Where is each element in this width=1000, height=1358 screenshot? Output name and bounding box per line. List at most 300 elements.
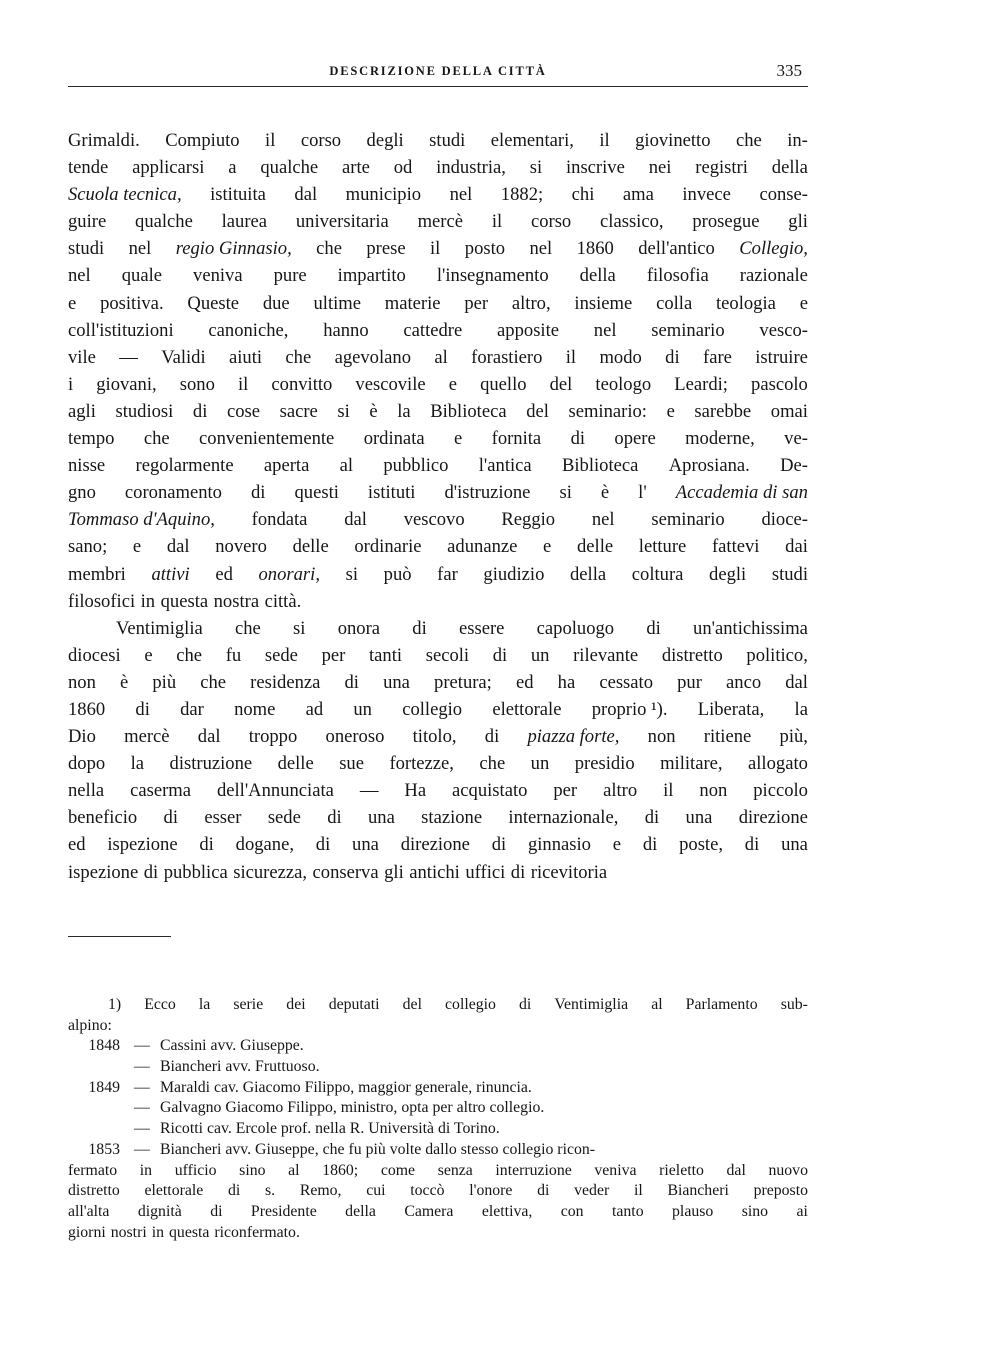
word: convitto (271, 373, 333, 395)
word: 1) (108, 996, 122, 1013)
word: tempo (68, 428, 115, 450)
word: ed (515, 671, 534, 693)
word: dioce- (761, 509, 808, 531)
text-line (68, 615, 808, 642)
entry-year: 1849 (88, 1078, 120, 1096)
word: l'onore (469, 1182, 513, 1200)
footnote-line (68, 1202, 808, 1223)
word: si (337, 400, 350, 422)
word: gli (788, 211, 808, 233)
word: Presidente (250, 1202, 317, 1220)
word: ispezione (68, 861, 139, 883)
deputy-entry (68, 1140, 808, 1161)
word: nel (128, 238, 152, 260)
paragraph (68, 127, 808, 615)
word: pascolo (751, 373, 808, 395)
word: teologia (716, 292, 776, 314)
text-line (68, 506, 808, 533)
word: Liberata, (697, 698, 765, 720)
word: regio Ginnasio, (175, 238, 292, 260)
word: elettiva, (481, 1202, 533, 1220)
word: sono (179, 373, 215, 395)
word: 1860; (322, 1161, 359, 1179)
word: del (526, 400, 549, 422)
word: un (353, 698, 372, 720)
word: s. (265, 1182, 276, 1200)
word: Biancheri (667, 1182, 729, 1200)
word: studiosi (115, 400, 174, 422)
word: istituti (367, 482, 416, 504)
word: è (120, 671, 129, 693)
word: sarebbe (694, 400, 752, 422)
word: mercè (124, 726, 170, 748)
word: quello (480, 373, 527, 395)
word: pure (273, 265, 307, 287)
word: nel (449, 184, 473, 206)
word: sue (339, 753, 364, 775)
word: far (437, 563, 458, 585)
word: ed (68, 834, 86, 856)
word: sicurezza, (233, 861, 308, 883)
word: nostra (213, 590, 260, 612)
word: in- (787, 130, 808, 151)
footnote-rule (68, 936, 171, 937)
entry-year (68, 1098, 134, 1119)
word: e (612, 834, 622, 856)
word: preposto (753, 1182, 808, 1200)
word: non (647, 726, 676, 748)
word: la (130, 753, 145, 775)
word: mercè (417, 211, 464, 233)
text-line (68, 154, 808, 181)
word: — (359, 780, 379, 802)
word: onorari, (258, 563, 320, 585)
word: sacre (279, 400, 318, 422)
text-line (68, 831, 808, 858)
word: ritiene (703, 726, 752, 748)
word: si (293, 617, 306, 639)
deputy-entry (68, 1098, 808, 1119)
word: dar (180, 698, 204, 720)
word: che (235, 617, 261, 639)
word: acquistato (452, 780, 528, 802)
word: ed (215, 563, 233, 585)
word: ha (557, 671, 576, 693)
word: di (315, 834, 331, 856)
word: di (251, 482, 266, 504)
entry-text: Ricotti cav. Ercole prof. nella R. Università di Torino. (160, 1120, 500, 1138)
word: dal (197, 726, 221, 748)
word: degli (366, 130, 404, 151)
word: politico, (746, 644, 808, 666)
word: uffici (465, 861, 506, 883)
word: studi (429, 130, 466, 151)
word: serie (233, 996, 264, 1013)
word: seminario: (568, 400, 647, 422)
word: altro (603, 780, 638, 802)
word: elementari, (490, 130, 574, 151)
entry-year: 1853 (88, 1140, 120, 1158)
word: di (344, 671, 359, 693)
word: l'antica (478, 455, 532, 477)
word: forastiero (471, 346, 543, 368)
word: Validi (161, 346, 206, 368)
word: al (339, 455, 354, 477)
word: in (139, 1161, 153, 1179)
word: ve- (784, 428, 808, 450)
word: applicarsi (132, 157, 205, 179)
entry-text: Biancheri avv. Giuseppe, che fu più volte dallo stesso collegio ricon- (160, 1140, 596, 1158)
word: teologo (595, 373, 652, 395)
text-line (68, 669, 808, 696)
word: plauso (672, 1202, 714, 1220)
word: a (228, 157, 237, 179)
word: Ha (404, 780, 427, 802)
word: posto (464, 238, 506, 260)
word: l' (638, 482, 647, 504)
word: tanto (612, 1202, 644, 1220)
word: di (491, 834, 507, 856)
text-line (68, 262, 808, 289)
word: industria, (436, 157, 506, 179)
word: per (321, 644, 346, 666)
word: al (651, 996, 663, 1013)
word: più, (779, 726, 808, 748)
text-line (68, 425, 808, 452)
word: giorni (68, 1223, 106, 1241)
word: di (227, 1182, 241, 1200)
word: tende (68, 157, 109, 179)
word: modo (599, 346, 642, 368)
word: e (666, 400, 675, 422)
main-text (68, 127, 808, 886)
word: piazza forte, (527, 726, 620, 748)
word: corso (300, 130, 342, 151)
text-line (68, 208, 808, 235)
word: razionale (739, 265, 808, 287)
word: cessato (599, 671, 654, 693)
word: seminario (651, 509, 725, 531)
word: non (68, 671, 96, 693)
word: studi (68, 238, 105, 260)
entry-text: Cassini avv. Giuseppe. (160, 1037, 304, 1055)
word: dal (294, 184, 318, 206)
word: questi (294, 482, 339, 504)
word: ordinarie (354, 536, 422, 558)
word: distruzione (169, 753, 253, 775)
word: coronamento (124, 482, 222, 504)
word: prosegue (692, 211, 760, 233)
word: antichi (409, 861, 460, 883)
word: di (412, 617, 427, 639)
word: cui (366, 1182, 386, 1200)
word: e (799, 292, 808, 314)
word: adunanze (447, 536, 518, 558)
page-header (68, 60, 808, 87)
word: di (163, 807, 178, 829)
word: all'alta (68, 1202, 110, 1220)
word: toccò (410, 1182, 445, 1200)
word: veniva (193, 265, 243, 287)
word: dal (344, 509, 367, 531)
paragraph (68, 615, 808, 886)
word: ad (305, 698, 324, 720)
word: arte (342, 157, 370, 179)
word: Collegio, (739, 238, 808, 260)
word: il (265, 130, 276, 151)
word: ama (622, 184, 654, 206)
word: poste, (679, 834, 723, 856)
word: Camera (404, 1202, 454, 1220)
text-line (68, 750, 808, 777)
word: il (599, 130, 610, 151)
word: oneroso (325, 726, 385, 748)
word: positiva. (100, 292, 164, 314)
footnote-line (68, 1181, 808, 1202)
entry-dash: — (134, 1140, 150, 1158)
word: impartito (337, 265, 406, 287)
entry-dash: — (134, 1099, 150, 1117)
word: nella (68, 780, 105, 802)
word: hanno (323, 319, 369, 341)
entry-dash: — (134, 1120, 150, 1138)
word: regolarmente (135, 455, 234, 477)
text-line (68, 561, 808, 588)
word: Tommaso d'Aquino, (68, 509, 215, 531)
word: membri (68, 563, 126, 585)
word: giovinetto (635, 130, 711, 151)
word: un (530, 753, 550, 775)
word: di (192, 400, 208, 422)
word: questa (169, 1223, 210, 1241)
word: un (530, 644, 550, 666)
footnotes (68, 995, 808, 1243)
entry-dash: — (134, 1058, 150, 1076)
word: invece (682, 184, 731, 206)
word: il (430, 238, 441, 260)
word: nel (529, 238, 553, 260)
word: che (200, 671, 227, 693)
footnote-line (68, 1016, 808, 1037)
word: fondata (251, 509, 308, 531)
word: dal (726, 1161, 746, 1179)
word: è (369, 400, 378, 422)
word: e (144, 644, 153, 666)
word: novero (215, 536, 267, 558)
word: 1860 (576, 238, 614, 260)
word: coltura (631, 563, 684, 585)
word: Queste (187, 292, 240, 314)
word: gno (68, 482, 96, 504)
word: fortezze, (389, 753, 454, 775)
word: nel (68, 265, 91, 287)
word: guire (68, 211, 107, 233)
word: può (383, 563, 412, 585)
word: interruzione (495, 1161, 572, 1179)
word: senza (437, 1161, 473, 1179)
word: Ventimiglia (116, 617, 203, 639)
word: il (491, 211, 503, 233)
word: esser (204, 807, 242, 829)
word: fornita (491, 428, 542, 450)
word: od (393, 157, 413, 179)
word: di (199, 834, 214, 856)
word: la (397, 400, 411, 422)
word: pubblica (163, 861, 228, 883)
page-number: 335 (776, 61, 802, 80)
word: agli (68, 400, 96, 422)
word: stazione (421, 807, 483, 829)
text-line (68, 317, 808, 344)
word: una (367, 807, 395, 829)
entry-year (68, 1057, 134, 1078)
word: quale (121, 265, 162, 287)
word: della (570, 563, 607, 585)
word: questa (160, 590, 209, 612)
word: ufficio (174, 1161, 217, 1179)
word: cattedre (403, 319, 463, 341)
word: di (570, 428, 586, 450)
word: insieme (574, 292, 633, 314)
word: classico, (600, 211, 664, 233)
word: di (327, 807, 342, 829)
text-line (68, 290, 808, 317)
word: prese (366, 238, 406, 260)
word: ultime (313, 292, 361, 314)
word: istituita (210, 184, 266, 206)
word: coll'istituzioni (68, 319, 174, 341)
word: proprio ¹). (591, 698, 668, 720)
word: materie (384, 292, 441, 314)
word: un'antichissima (693, 617, 808, 639)
word: sede (267, 807, 301, 829)
word: deputati (328, 996, 380, 1013)
word: che (143, 428, 170, 450)
word: Aprosiana. (668, 455, 750, 477)
word: in (140, 590, 156, 612)
text-line (68, 642, 808, 669)
word: Parlamento (685, 996, 758, 1013)
word: nome (234, 698, 276, 720)
word: dell'Annunciata (216, 780, 334, 802)
word: beneficio (68, 807, 138, 829)
word: dei (286, 996, 306, 1013)
entry-text: Galvagno Giacomo Filippo, ministro, opta per altro collegio. (160, 1099, 545, 1117)
word: al (288, 1161, 300, 1179)
word: e (448, 373, 457, 395)
word: piccolo (753, 780, 808, 802)
word: degli (709, 563, 747, 585)
word: diocesi (68, 644, 121, 666)
word: e (543, 536, 552, 558)
word: — (119, 346, 138, 368)
word: che (735, 130, 762, 151)
word: sub- (780, 996, 808, 1013)
word: fare (703, 346, 732, 368)
word: aiuti (228, 346, 263, 368)
word: due (262, 292, 290, 314)
entry-year: 1848 (88, 1037, 120, 1055)
word: Scuola tecnica, (68, 184, 182, 206)
word: colla (656, 292, 693, 314)
word: distretto (68, 1182, 120, 1200)
word: giovani, (96, 373, 157, 395)
word: una (383, 671, 410, 693)
word: attivi (151, 563, 190, 585)
word: dai (785, 536, 808, 558)
word: di (744, 834, 760, 856)
word: veniva (594, 1161, 637, 1179)
word: ispezione (107, 834, 178, 856)
word: una (781, 834, 808, 856)
entry-text: Biancheri avv. Fruttuoso. (160, 1058, 320, 1076)
word: onora (337, 617, 381, 639)
word: omai (770, 400, 808, 422)
word: opere (614, 428, 656, 450)
word: alpino: (68, 1016, 112, 1034)
word: Biblioteca (430, 400, 507, 422)
word: si (345, 563, 359, 585)
word: dignità (137, 1202, 182, 1220)
word: Grimaldi. (68, 130, 140, 151)
word: nel (591, 509, 615, 531)
word: inscrive (565, 157, 625, 179)
word: nostri (110, 1223, 147, 1241)
word: ai (796, 1202, 808, 1220)
word: e (132, 536, 142, 558)
word: Compiuto (165, 130, 240, 151)
word: convenientemente (199, 428, 335, 450)
word: dopo (68, 753, 106, 775)
word: una (685, 807, 713, 829)
word: non (699, 780, 728, 802)
deputy-entry (68, 1057, 808, 1078)
word: di (519, 996, 532, 1013)
word: ginnasio (527, 834, 591, 856)
word: corso (530, 211, 572, 233)
entry-text: Maraldi cav. Giacomo Filippo, maggior generale, rinuncia. (160, 1078, 532, 1096)
word: apposite (497, 319, 560, 341)
book-page (68, 60, 808, 1300)
word: moderne, (685, 428, 755, 450)
word: delle (277, 753, 314, 775)
word: una (352, 834, 379, 856)
word: capoluogo (536, 617, 615, 639)
word: il (633, 1182, 643, 1200)
entry-dash: — (134, 1078, 150, 1096)
word: vesco- (759, 319, 808, 341)
word: secoli (425, 644, 470, 666)
word: dal (166, 536, 190, 558)
word: residenza (250, 671, 321, 693)
deputy-entry (68, 1078, 808, 1099)
footnote-line (68, 1223, 808, 1244)
word: ricevitoria (530, 861, 608, 883)
word: pretura; (434, 671, 492, 693)
word: studi (771, 563, 808, 585)
word: nuovo (768, 1161, 808, 1179)
word: la (794, 698, 808, 720)
word: canoniche, (208, 319, 289, 341)
word: essere (458, 617, 505, 639)
word: Ecco (144, 996, 176, 1013)
word: che (285, 346, 312, 368)
word: il (237, 373, 249, 395)
word: pur (677, 671, 702, 693)
word: della (345, 1202, 376, 1220)
word: altro, (511, 292, 551, 314)
word: giudizio (483, 563, 545, 585)
